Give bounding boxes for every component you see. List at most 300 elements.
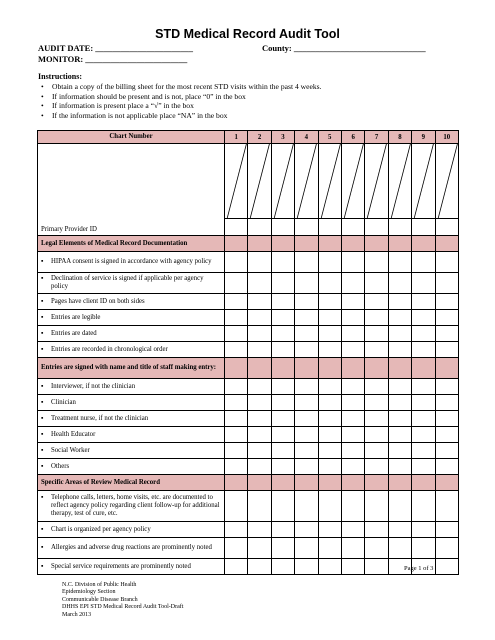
audit-entry-cell[interactable] <box>248 252 271 273</box>
criteria-row <box>38 538 459 559</box>
criteria-row <box>38 491 459 522</box>
chart-id-blank <box>38 144 225 219</box>
criteria-label <box>38 395 225 411</box>
provider-id-cell[interactable] <box>435 219 458 236</box>
audit-entry-cell[interactable] <box>388 326 411 342</box>
audit-entry-cell[interactable] <box>295 443 318 459</box>
audit-entry-cell[interactable] <box>248 294 271 310</box>
chart-number-label: Chart Number <box>38 131 225 144</box>
audit-entry-cell[interactable] <box>435 459 458 475</box>
section-title: Entries are signed with name and title of staff making entry: <box>38 358 225 379</box>
audit-entry-cell[interactable] <box>435 491 458 522</box>
chart-number-column-2: 2 <box>248 131 271 144</box>
criteria-label <box>38 379 225 395</box>
criteria-label <box>38 559 225 575</box>
audit-entry-cell[interactable] <box>271 522 294 538</box>
audit-entry-cell[interactable] <box>295 252 318 273</box>
audit-entry-cell[interactable] <box>341 538 364 559</box>
audit-entry-cell[interactable] <box>365 342 388 358</box>
audit-entry-cell[interactable] <box>318 559 341 575</box>
audit-entry-cell[interactable] <box>318 443 341 459</box>
audit-entry-cell[interactable] <box>412 427 435 443</box>
bullet-item <box>41 330 221 338</box>
chart-id-cell[interactable] <box>435 144 458 219</box>
chart-id-cell[interactable] <box>412 144 435 219</box>
audit-entry-cell[interactable] <box>271 252 294 273</box>
audit-entry-cell[interactable] <box>435 538 458 559</box>
chart-id-cell[interactable] <box>295 144 318 219</box>
instructions-list <box>38 82 322 120</box>
audit-entry-cell[interactable] <box>225 559 248 575</box>
audit-entry-cell[interactable] <box>365 559 388 575</box>
bullet-item <box>41 383 221 391</box>
audit-entry-cell[interactable] <box>248 443 271 459</box>
section-blank-cell <box>388 358 411 379</box>
audit-entry-cell[interactable] <box>295 411 318 427</box>
audit-entry-cell[interactable] <box>435 443 458 459</box>
chart-id-cell[interactable] <box>318 144 341 219</box>
audit-entry-cell[interactable] <box>318 427 341 443</box>
audit-entry-cell[interactable] <box>388 538 411 559</box>
chart-number-column-8: 8 <box>388 131 411 144</box>
criteria-label <box>38 310 225 326</box>
section-blank-cell <box>248 475 271 491</box>
section-blank-cell <box>225 358 248 379</box>
audit-entry-cell[interactable] <box>271 395 294 411</box>
audit-entry-cell[interactable] <box>271 326 294 342</box>
bullet-item <box>41 258 221 266</box>
audit-entry-cell[interactable] <box>271 310 294 326</box>
section-blank-cell <box>248 358 271 379</box>
criteria-row <box>38 459 459 475</box>
audit-entry-cell[interactable] <box>435 273 458 294</box>
audit-entry-cell[interactable] <box>365 395 388 411</box>
section-blank-cell <box>435 475 458 491</box>
audit-entry-cell[interactable] <box>412 273 435 294</box>
audit-entry-cell[interactable] <box>341 273 364 294</box>
bullet-icon: ▪ <box>41 297 44 305</box>
audit-entry-cell[interactable] <box>388 252 411 273</box>
audit-entry-cell[interactable] <box>295 427 318 443</box>
audit-entry-cell[interactable] <box>412 411 435 427</box>
audit-entry-cell[interactable] <box>412 395 435 411</box>
audit-entry-cell[interactable] <box>412 326 435 342</box>
audit-entry-cell[interactable] <box>412 294 435 310</box>
footer-line: Communicable Disease Branch <box>62 596 138 603</box>
criteria-text: Entries are recorded in chronological order <box>51 345 168 353</box>
primary-provider-label: Primary Provider ID <box>38 219 225 236</box>
audit-entry-cell[interactable] <box>271 294 294 310</box>
audit-entry-cell[interactable] <box>435 427 458 443</box>
audit-entry-cell[interactable] <box>248 427 271 443</box>
bullet-item <box>41 544 221 552</box>
section-blank-cell <box>365 358 388 379</box>
criteria-text: Others <box>51 462 70 470</box>
audit-entry-cell[interactable] <box>435 252 458 273</box>
audit-entry-cell[interactable] <box>318 538 341 559</box>
audit-entry-cell[interactable] <box>225 395 248 411</box>
footer-line: N.C. Division of Public Health <box>62 582 137 588</box>
section-blank-cell <box>365 236 388 252</box>
diagonal-line <box>412 144 435 219</box>
audit-date-field: AUDIT DATE: _______________________ <box>38 43 194 53</box>
audit-entry-cell[interactable] <box>225 411 248 427</box>
criteria-row <box>38 310 459 326</box>
audit-entry-cell[interactable] <box>341 522 364 538</box>
section-blank-cell <box>412 236 435 252</box>
audit-entry-cell[interactable] <box>388 427 411 443</box>
audit-entry-cell[interactable] <box>295 310 318 326</box>
audit-entry-cell[interactable] <box>341 342 364 358</box>
audit-entry-cell[interactable] <box>318 459 341 475</box>
audit-entry-cell[interactable] <box>271 538 294 559</box>
bullet-icon: ▪ <box>41 525 44 533</box>
chart-id-cell[interactable] <box>225 144 248 219</box>
audit-entry-cell[interactable] <box>225 326 248 342</box>
audit-entry-cell[interactable] <box>271 379 294 395</box>
bullet-icon: ▪ <box>41 494 44 501</box>
audit-entry-cell[interactable] <box>341 559 364 575</box>
audit-entry-cell[interactable] <box>295 273 318 294</box>
section-title: Specific Areas of Review Medical Record <box>38 475 225 491</box>
audit-entry-cell[interactable] <box>225 459 248 475</box>
criteria-row <box>38 294 459 310</box>
audit-entry-cell[interactable] <box>248 459 271 475</box>
audit-entry-cell[interactable] <box>271 427 294 443</box>
instructions-heading: Instructions: <box>38 72 83 81</box>
audit-entry-cell[interactable] <box>388 294 411 310</box>
audit-entry-cell[interactable] <box>365 294 388 310</box>
audit-entry-cell[interactable] <box>341 427 364 443</box>
audit-entry-cell[interactable] <box>412 459 435 475</box>
criteria-text: Health Educator <box>51 430 96 438</box>
audit-entry-cell[interactable] <box>248 411 271 427</box>
audit-entry-cell[interactable] <box>295 522 318 538</box>
audit-entry-cell[interactable] <box>271 342 294 358</box>
bullet-item <box>41 314 221 322</box>
audit-entry-cell[interactable] <box>318 326 341 342</box>
diagonal-line <box>319 144 342 219</box>
criteria-text: Clinician <box>51 398 76 406</box>
audit-entry-cell[interactable] <box>435 310 458 326</box>
criteria-row <box>38 427 459 443</box>
audit-entry-cell[interactable] <box>341 491 364 522</box>
bullet-item <box>41 415 221 423</box>
monitor-field: MONITOR: ________________________ <box>38 54 188 64</box>
audit-entry-cell[interactable] <box>225 273 248 294</box>
criteria-label <box>38 273 225 294</box>
instruction-item: • If information is present place a “√” in the box <box>38 101 322 111</box>
audit-entry-cell[interactable] <box>225 310 248 326</box>
chart-number-column-5: 5 <box>318 131 341 144</box>
section-blank-cell <box>271 475 294 491</box>
section-blank-cell <box>318 475 341 491</box>
section-blank-cell <box>271 358 294 379</box>
audit-entry-cell[interactable] <box>388 273 411 294</box>
audit-entry-cell[interactable] <box>295 459 318 475</box>
section-blank-cell <box>248 236 271 252</box>
audit-entry-cell[interactable] <box>365 427 388 443</box>
audit-entry-cell[interactable] <box>295 342 318 358</box>
audit-entry-cell[interactable] <box>225 379 248 395</box>
audit-entry-cell[interactable] <box>412 252 435 273</box>
criteria-row <box>38 273 459 294</box>
chart-id-cell[interactable] <box>365 144 388 219</box>
chart-id-entry-row <box>38 144 459 219</box>
audit-entry-cell[interactable] <box>365 538 388 559</box>
provider-id-cell[interactable] <box>271 219 294 236</box>
audit-entry-cell[interactable] <box>388 491 411 522</box>
audit-entry-cell[interactable] <box>225 538 248 559</box>
criteria-label <box>38 294 225 310</box>
audit-entry-cell[interactable] <box>318 310 341 326</box>
section-blank-cell <box>435 358 458 379</box>
audit-entry-cell[interactable] <box>388 443 411 459</box>
audit-entry-cell[interactable] <box>435 559 458 575</box>
chart-id-cell[interactable] <box>341 144 364 219</box>
audit-entry-cell[interactable] <box>341 326 364 342</box>
audit-entry-cell[interactable] <box>271 273 294 294</box>
section-header-row <box>38 358 459 379</box>
bullet-icon: ▪ <box>41 275 44 282</box>
footer-line: DHHS EPI STD Medical Record Audit Tool-Draft <box>62 604 184 611</box>
audit-entry-cell[interactable] <box>318 294 341 310</box>
criteria-text: Allergies and adverse drug reactions are prominently noted <box>51 544 212 551</box>
criteria-text: Pages have client ID on both sides <box>51 297 145 305</box>
bullet-icon: ▪ <box>41 462 44 470</box>
audit-entry-cell[interactable] <box>341 395 364 411</box>
audit-entry-cell[interactable] <box>271 443 294 459</box>
audit-entry-cell[interactable] <box>365 443 388 459</box>
instruction-item: • If information should be present and is not, place “0” in the box <box>38 92 322 102</box>
section-blank-cell <box>271 236 294 252</box>
chart-id-cell[interactable] <box>271 144 294 219</box>
chart-id-cell[interactable] <box>248 144 271 219</box>
audit-entry-cell[interactable] <box>295 395 318 411</box>
audit-entry-cell[interactable] <box>365 273 388 294</box>
section-blank-cell <box>341 358 364 379</box>
audit-entry-cell[interactable] <box>318 411 341 427</box>
audit-entry-cell[interactable] <box>365 491 388 522</box>
criteria-row <box>38 559 459 575</box>
audit-entry-cell[interactable] <box>225 443 248 459</box>
criteria-text: HIPAA consent is signed in accordance with agency policy <box>51 258 212 265</box>
bullet-icon: ▪ <box>41 398 44 406</box>
audit-entry-cell[interactable] <box>365 522 388 538</box>
audit-entry-cell[interactable] <box>388 342 411 358</box>
audit-entry-cell[interactable] <box>295 326 318 342</box>
provider-id-cell[interactable] <box>318 219 341 236</box>
criteria-text: Declination of service is signed if applicable per agency policy <box>51 275 204 290</box>
bullet-item <box>41 346 221 354</box>
audit-entry-cell[interactable] <box>341 443 364 459</box>
provider-id-cell[interactable] <box>248 219 271 236</box>
audit-entry-cell[interactable] <box>271 459 294 475</box>
criteria-label <box>38 538 225 559</box>
audit-entry-cell[interactable] <box>388 395 411 411</box>
section-blank-cell <box>412 475 435 491</box>
audit-entry-cell[interactable] <box>388 459 411 475</box>
section-blank-cell <box>295 475 318 491</box>
audit-entry-cell[interactable] <box>295 294 318 310</box>
audit-entry-cell[interactable] <box>365 379 388 395</box>
audit-entry-cell[interactable] <box>248 538 271 559</box>
audit-entry-cell[interactable] <box>388 411 411 427</box>
bullet-icon: ▪ <box>41 562 44 570</box>
section-blank-cell <box>318 358 341 379</box>
primary-provider-row <box>38 219 459 236</box>
section-blank-cell <box>435 236 458 252</box>
county-field: County: _______________________________ <box>262 43 426 53</box>
diagonal-line <box>295 144 318 219</box>
audit-entry-cell[interactable] <box>341 379 364 395</box>
audit-table <box>37 130 459 575</box>
audit-entry-cell[interactable] <box>341 411 364 427</box>
section-blank-cell <box>365 475 388 491</box>
audit-entry-cell[interactable] <box>365 411 388 427</box>
audit-entry-cell[interactable] <box>412 538 435 559</box>
bullet-icon: ▪ <box>41 414 44 422</box>
audit-entry-cell[interactable] <box>225 294 248 310</box>
audit-entry-cell[interactable] <box>295 491 318 522</box>
criteria-text: Telephone calls, letters, home visits, etc. are documented to reflect agency policy regarding client follow-up for additional therapy, test of cure, etc. <box>51 494 220 517</box>
audit-entry-cell[interactable] <box>365 310 388 326</box>
criteria-text: Special service requirements are prominently noted <box>51 562 191 570</box>
diagonal-line <box>248 144 271 219</box>
audit-entry-cell[interactable] <box>271 491 294 522</box>
audit-entry-cell[interactable] <box>365 459 388 475</box>
audit-entry-cell[interactable] <box>295 379 318 395</box>
audit-entry-cell[interactable] <box>341 459 364 475</box>
audit-entry-cell[interactable] <box>248 342 271 358</box>
instruction-item: • If the information is not applicable place “NA” in the box <box>38 111 322 121</box>
audit-entry-cell[interactable] <box>225 342 248 358</box>
audit-entry-cell[interactable] <box>225 491 248 522</box>
section-blank-cell <box>225 236 248 252</box>
audit-entry-cell[interactable] <box>248 310 271 326</box>
criteria-label <box>38 411 225 427</box>
audit-entry-cell[interactable] <box>318 395 341 411</box>
audit-entry-cell[interactable] <box>435 294 458 310</box>
criteria-text: Entries are dated <box>51 329 97 337</box>
audit-entry-cell[interactable] <box>435 326 458 342</box>
audit-entry-cell[interactable] <box>248 395 271 411</box>
audit-entry-cell[interactable] <box>412 443 435 459</box>
audit-entry-cell[interactable] <box>318 252 341 273</box>
audit-entry-cell[interactable] <box>388 522 411 538</box>
provider-id-cell[interactable] <box>365 219 388 236</box>
audit-entry-cell[interactable] <box>435 411 458 427</box>
audit-entry-cell[interactable] <box>318 379 341 395</box>
section-blank-cell <box>341 475 364 491</box>
audit-entry-cell[interactable] <box>412 522 435 538</box>
bullet-item <box>41 494 221 518</box>
audit-entry-cell[interactable] <box>435 342 458 358</box>
criteria-row <box>38 379 459 395</box>
audit-entry-cell[interactable] <box>271 411 294 427</box>
section-header-row <box>38 236 459 252</box>
audit-entry-cell[interactable] <box>435 395 458 411</box>
bullet-item <box>41 298 221 306</box>
bullet-item <box>41 463 221 471</box>
criteria-row <box>38 326 459 342</box>
section-header-row <box>38 475 459 491</box>
diagonal-line <box>225 144 248 219</box>
audit-entry-cell[interactable] <box>388 310 411 326</box>
audit-entry-cell[interactable] <box>341 310 364 326</box>
audit-entry-cell[interactable] <box>248 379 271 395</box>
bullet-item <box>41 431 221 439</box>
bullet-item <box>41 275 221 291</box>
provider-id-cell[interactable] <box>388 219 411 236</box>
audit-entry-cell[interactable] <box>248 491 271 522</box>
chart-number-column-3: 3 <box>271 131 294 144</box>
footer-line: Epidemiology Section <box>62 589 116 596</box>
audit-entry-cell[interactable] <box>248 522 271 538</box>
section-blank-cell <box>295 358 318 379</box>
page-number: Page 1 of 3 <box>404 565 434 572</box>
bullet-icon: ▪ <box>41 382 44 390</box>
audit-entry-cell[interactable] <box>225 522 248 538</box>
criteria-row <box>38 342 459 358</box>
audit-entry-cell[interactable] <box>318 342 341 358</box>
audit-entry-cell[interactable] <box>318 491 341 522</box>
audit-entry-cell[interactable] <box>248 559 271 575</box>
audit-entry-cell[interactable] <box>412 310 435 326</box>
criteria-text: Treatment nurse, if not the clinician <box>51 414 149 422</box>
provider-id-cell[interactable] <box>225 219 248 236</box>
audit-entry-cell[interactable] <box>225 427 248 443</box>
audit-entry-cell[interactable] <box>295 559 318 575</box>
audit-entry-cell[interactable] <box>412 342 435 358</box>
provider-id-cell[interactable] <box>412 219 435 236</box>
audit-entry-cell[interactable] <box>412 491 435 522</box>
audit-entry-cell[interactable] <box>271 559 294 575</box>
section-blank-cell <box>341 236 364 252</box>
criteria-label <box>38 491 225 522</box>
audit-entry-cell[interactable] <box>388 379 411 395</box>
section-blank-cell <box>318 236 341 252</box>
audit-entry-cell[interactable] <box>365 252 388 273</box>
bullet-item <box>41 563 221 571</box>
audit-entry-cell[interactable] <box>341 294 364 310</box>
audit-entry-cell[interactable] <box>318 273 341 294</box>
audit-entry-cell[interactable] <box>341 252 364 273</box>
criteria-row <box>38 522 459 538</box>
audit-entry-cell[interactable] <box>225 252 248 273</box>
audit-entry-cell[interactable] <box>248 273 271 294</box>
audit-entry-cell[interactable] <box>435 379 458 395</box>
section-blank-cell <box>388 475 411 491</box>
criteria-label <box>38 427 225 443</box>
bullet-icon: ▪ <box>41 430 44 438</box>
page-title: STD Medical Record Audit Tool <box>155 27 340 41</box>
chart-number-column-9: 9 <box>412 131 435 144</box>
audit-entry-cell[interactable] <box>435 522 458 538</box>
audit-entry-cell[interactable] <box>295 538 318 559</box>
diagonal-line <box>272 144 295 219</box>
chart-id-cell[interactable] <box>388 144 411 219</box>
criteria-row <box>38 395 459 411</box>
audit-entry-cell[interactable] <box>318 522 341 538</box>
audit-entry-cell[interactable] <box>412 379 435 395</box>
criteria-text: Entries are legible <box>51 313 101 321</box>
provider-id-cell[interactable] <box>295 219 318 236</box>
provider-id-cell[interactable] <box>341 219 364 236</box>
section-title: Legal Elements of Medical Record Documentation <box>38 236 225 252</box>
audit-entry-cell[interactable] <box>248 326 271 342</box>
audit-entry-cell[interactable] <box>365 326 388 342</box>
